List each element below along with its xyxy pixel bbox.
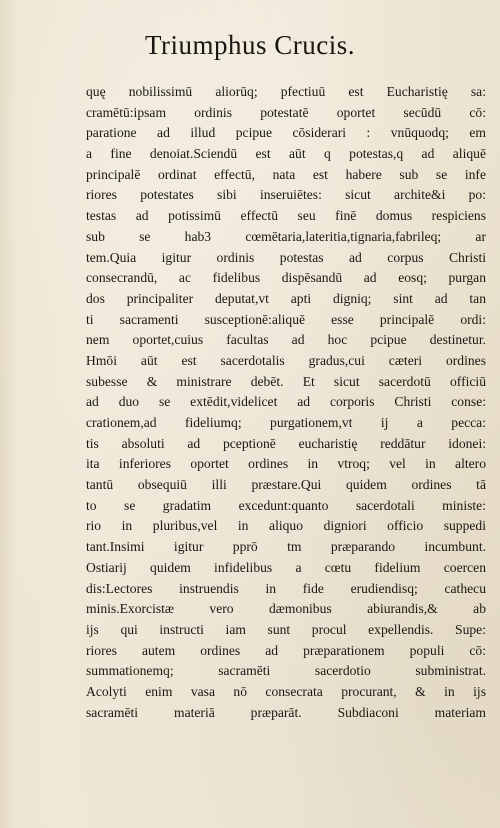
text-line: Hmōi aūt est sacerdotalis gradus,cui cæteri ordines (86, 352, 486, 368)
text-line: rio in pluribus,vel in aliquo digniori officio suppedi (86, 518, 486, 534)
text-line: cramētū:ipsam ordinis potestatē oportet secūdū cō: (86, 104, 486, 120)
text-line: nem oportet,cuius facultas ad hoc pcipue destinetur. (86, 332, 486, 348)
text-line: Acolyti enim vasa nō consecrata procurant, & in ijs (86, 683, 486, 699)
text-line: riores potestates sibi inseruiētes: sicut archite&i po: (86, 187, 486, 203)
text-line: a fine denoiat.Sciendū est aūt q potestas,q ad aliquē (86, 146, 486, 162)
text-line: tantū obsequiū illi præstare.Qui quidem ordines tā (86, 477, 486, 493)
text-line: sub se hab3 cœmētaria,lateritia,tignaria,fabrileq; ar (86, 228, 486, 244)
text-line: tis absoluti ad pceptionē eucharistię reddātur idonei: (86, 435, 486, 451)
running-head: Triumphus Crucis. (144, 30, 356, 60)
text-line: dis:Lectores instruendis in fide erudiendisq; cathecu (86, 580, 486, 596)
text-line: to se gradatim excedunt:quanto sacerdotali ministe: (86, 497, 486, 513)
text-line: dos principaliter deputat,vt apti digniq; sint ad tan (86, 290, 486, 306)
text-line: ijs qui instructi iam sunt procul expellendis. Supe: (86, 621, 486, 637)
text-line: ad duo se extēdit,videlicet ad corporis Christi conse: (86, 394, 486, 410)
text-line: subesse & ministrare debēt. Et sicut sacerdotū officiū (86, 373, 486, 389)
text-line: quę nobilissimū aliorūq; pfectiuū est Eucharistię sa: (86, 84, 486, 99)
body-text (86, 82, 486, 723)
text-line: riores autem ordines ad præparationem populi cō: (86, 642, 486, 658)
text-line: tant.Insimi igitur pprō tm præparando incumbunt. (86, 539, 486, 555)
text-line: minis.Exorcistæ vero dæmonibus abiurandis,& ab (86, 601, 486, 617)
text-line: testas ad potissimū effectū seu finē domus respiciens (86, 208, 486, 224)
text-line: tem.Quia igitur ordinis potestas ad corpus Christi (86, 249, 486, 265)
text-line: sacramēti materiā præparāt. Subdiaconi materiam (86, 704, 486, 720)
text-line: ti sacramenti susceptionē:aliquē esse principalē ordi: (86, 311, 486, 327)
text-line: consecrandū, ac fidelibus dispēsandū ad eosq; purgan (86, 270, 486, 286)
text-line: principalē ordinat effectū, nata est habere sub se infe (86, 166, 486, 182)
text-line: paratione ad illud pcipue cōsiderari : vnūquodq; em (86, 125, 486, 141)
text-line: ita inferiores oportet ordines in vtroq; vel in altero (86, 456, 486, 472)
text-line: summationemq; sacramēti sacerdotio subministrat. (86, 663, 486, 679)
text-line: Ostiarij quidem infidelibus a cœtu fidelium coercen (86, 559, 486, 575)
text-line: crationem,ad fideliumq; purgationem,vt ij a pecca: (86, 415, 486, 430)
